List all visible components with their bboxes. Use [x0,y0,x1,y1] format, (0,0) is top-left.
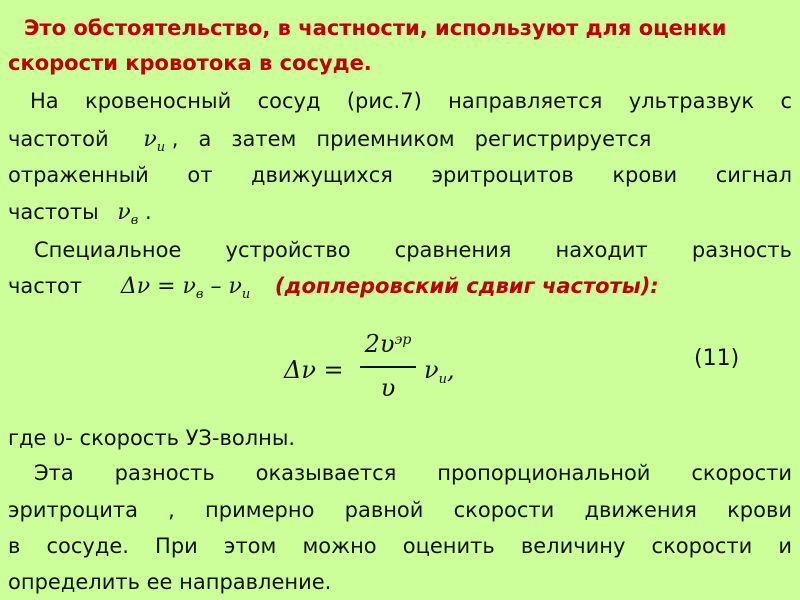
para2-line-4-end: . [145,200,152,224]
formula-rhs: $\nu_и$, [424,356,455,387]
para5-line-3: в сосуде. При этом можно оценить величину скорости и [8,534,792,558]
nu-i-symbol: $\nu_и$ [143,127,166,155]
para2-line-4 [8,199,792,234]
para2-line-4-start: частоты [8,200,99,224]
para2-line-1: На кровеносный сосуд (рис.7) направляется ультразвук с [30,89,792,113]
para4-line-1: где υ- скорость УЗ-волны. [8,426,296,450]
shift-equation: $\Delta\nu = \nu_в - \nu_и$ [120,274,251,302]
para3-line-2 [8,273,792,308]
equation-number: (11) [694,346,740,371]
intro-line-1: Это обстоятельство, в частности, используют для оценки [24,16,727,40]
para2-line-2 [8,126,792,161]
para2-line-2-start: частотой [8,127,109,151]
para2-line-2-end: , а затем приемником регистрируется [171,127,652,151]
nu-v-symbol: $\nu_в$ [117,200,139,228]
para2-line-3: отраженный от движущихся эритроцитов крови сигнал [8,163,792,187]
para3-line-1: Специальное устройство сравнения находит разность [34,238,792,262]
intro-line-2: скорости кровотока в сосуде. [8,51,372,75]
para5-line-2: эритроцита , примерно равной скорости движения крови [8,498,792,522]
doppler-shift-note: (доплеровский сдвиг частоты): [274,274,659,298]
formula-lhs: Δν = [284,356,344,384]
para3-line-2-start: частот [8,274,83,298]
para5-line-4: определить ее направление. [8,570,332,594]
formula-denominator: υ [380,374,396,402]
fraction-bar [360,366,416,368]
formula-numerator: $2\upsilon^{эр}$ [364,330,412,358]
para5-line-1: Эта разность оказывается пропорциональной скорости [34,461,792,485]
